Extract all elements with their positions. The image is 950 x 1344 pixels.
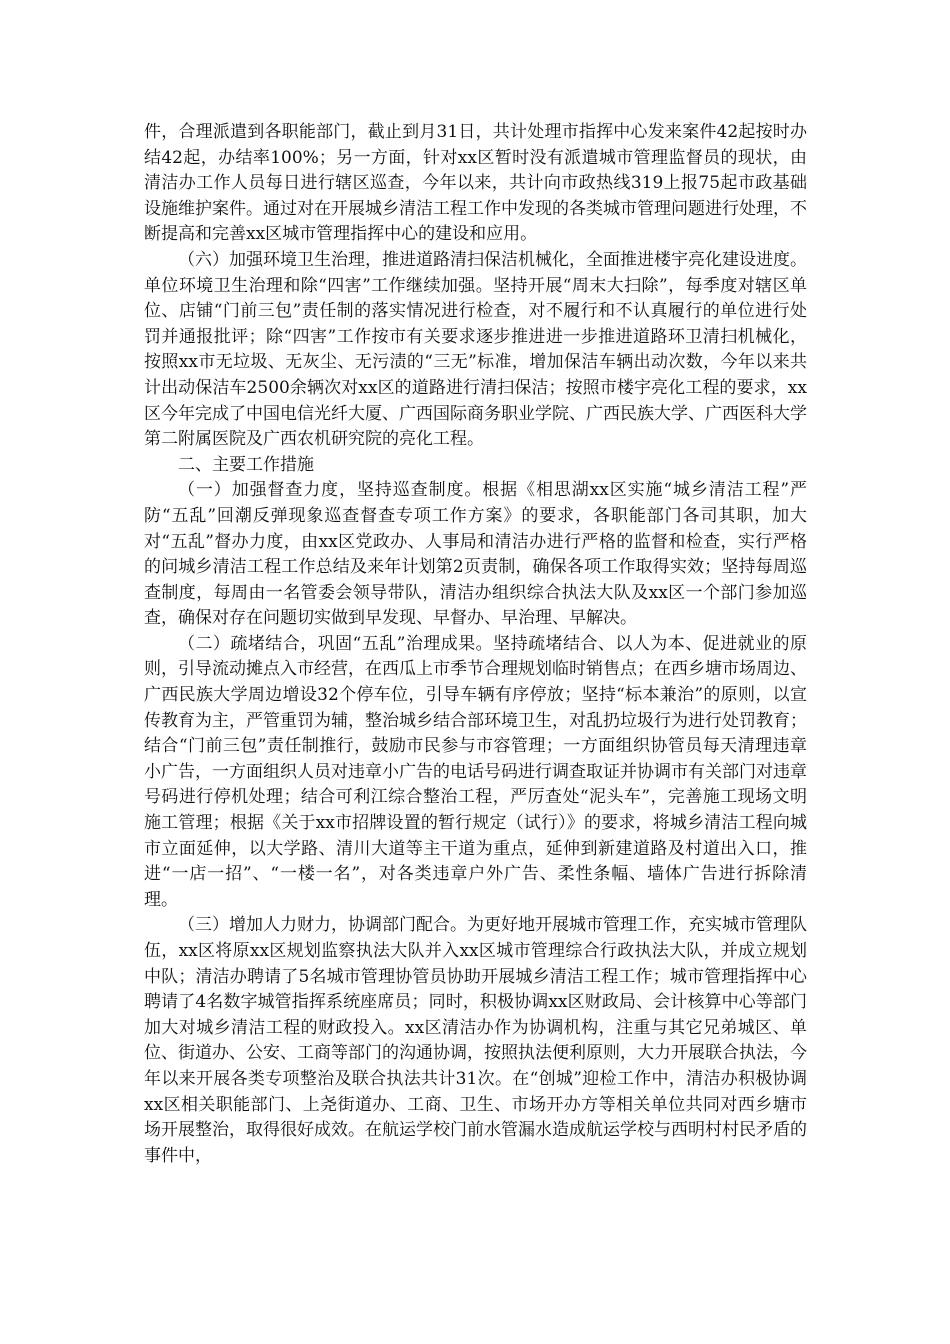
paragraph-4: （二）疏堵结合，巩固“五乱”治理成果。坚持疏堵结合、以人为本、促进就业的原则，引导流动摊点入市经营，在西瓜上市季节合理规划临时销售点；在西乡塘市场周边、广西民族大学周边增设32个停车位，引导车辆有序停放；坚持“标本兼治”的原则，以宣传教育为主，严管重罚为辅，整治城乡结合部环境卫生，对乱扔垃圾行为进行处罚教育；结合“门前三包”责任制推行，鼓励市民参与市容管理；一方面组织协管员每天清理违章小广告，一方面组织人员对违章小广告的电话号码进行调查取证并协调市有关部门对违章号码进行停机处理；结合可利江综合整治工程，严厉查处“泥头车”，完善施工现场文明施工管理；根据《关于xx市招牌设置的暂行规定（试行）》的要求，将城乡清洁工程向城市立面延伸，以大学路、清川大道等主干道为重点，延伸到新建道路及村道出入口，推进“一店一招”、“一楼一名”，对各类违章户外广告、柔性条幅、墙体广告进行拆除清理。: [144, 633, 807, 910]
document-body: [144, 120, 807, 1169]
paragraph-5: （三）增加人力财力，协调部门配合。为更好地开展城市管理工作，充实城市管理队伍，xx区将原xx区规划监察执法大队并入xx区城市管理综合行政执法大队，并成立规划中队；清洁办聘请了5名城市管理协管员协助开展城乡清洁工程工作；城市管理指挥中心聘请了4名数字城管指挥系统座席员；同时，积极协调xx区财政局、会计核算中心等部门加大对城乡清洁工程的财政投入。xx区清洁办作为协调机构，注重与其它兄弟城区、单位、街道办、公安、工商等部门的沟通协调，按照执法便利原则，大力开展联合执法，今年以来开展各类专项整治及联合执法共计31次。在“创城”迎检工作中，清洁办积极协调xx区相关职能部门、上尧街道办、工商、卫生、市场开办方等相关单位共同对西乡塘市场开展整治，取得很好成效。在航运学校门前水管漏水造成航运学校与西明村村民矛盾的事件中，: [144, 915, 807, 1166]
paragraph-3: （一）加强督查力度，坚持巡查制度。根据《相思湖xx区实施“城乡清洁工程”严防“五乱”回潮反弹现象巡查督查专项工作方案》的要求，各职能部门各司其职，加大对“五乱”督办力度，由xx区党政办、人事局和清洁办进行严格的监督和检查，实行严格的问城乡清洁工程工作总结及来年计划第2页责制，确保各项工作取得实效；坚持每周巡查制度，每周由一名管委会领导带队，清洁办组织综合执法大队及xx区一个部门参加巡查，确保对存在问题切实做到早发现、早督办、早治理、早解决。: [144, 480, 807, 629]
paragraph-1: 件，合理派遣到各职能部门，截止到月31日，共计处理市指挥中心发来案件42起按时办结42起，办结率100%；另一方面，针对xx区暂时没有派遣城市管理监督员的现状，由清洁办工作人员每日进行辖区巡查，今年以来，共计向市政热线319上报75起市政基础设施维护案件。通过对在开展城乡清洁工程工作中发现的各类城市管理问题进行处理，不断提高和完善xx区城市管理指挥中心的建设和应用。: [144, 122, 807, 245]
paragraph-2: （六）加强环境卫生治理，推进道路清扫保洁机械化，全面推进楼宇亮化建设进度。单位环境卫生治理和除“四害”工作继续加强。坚持开展“周末大扫除”，每季度对辖区单位、店铺“门前三包”责任制的落实情况进行检查，对不履行和不认真履行的单位进行处罚并通报批评；除“四害”工作按市有关要求逐步推进进一步推进道路环卫清扫机械化，按照xx市无垃圾、无灰尘、无污渍的“三无”标准，增加保洁车辆出动次数，今年以来共计出动保洁车2500余辆次对xx区的道路进行清扫保洁；按照市楼宇亮化工程的要求，xx区今年完成了中国电信光纤大厦、广西国际商务职业学院、广西民族大学、广西医科大学第二附属医院及广西农机研究院的亮化工程。: [144, 249, 807, 450]
section-heading: 二、主要工作措施: [178, 454, 314, 475]
